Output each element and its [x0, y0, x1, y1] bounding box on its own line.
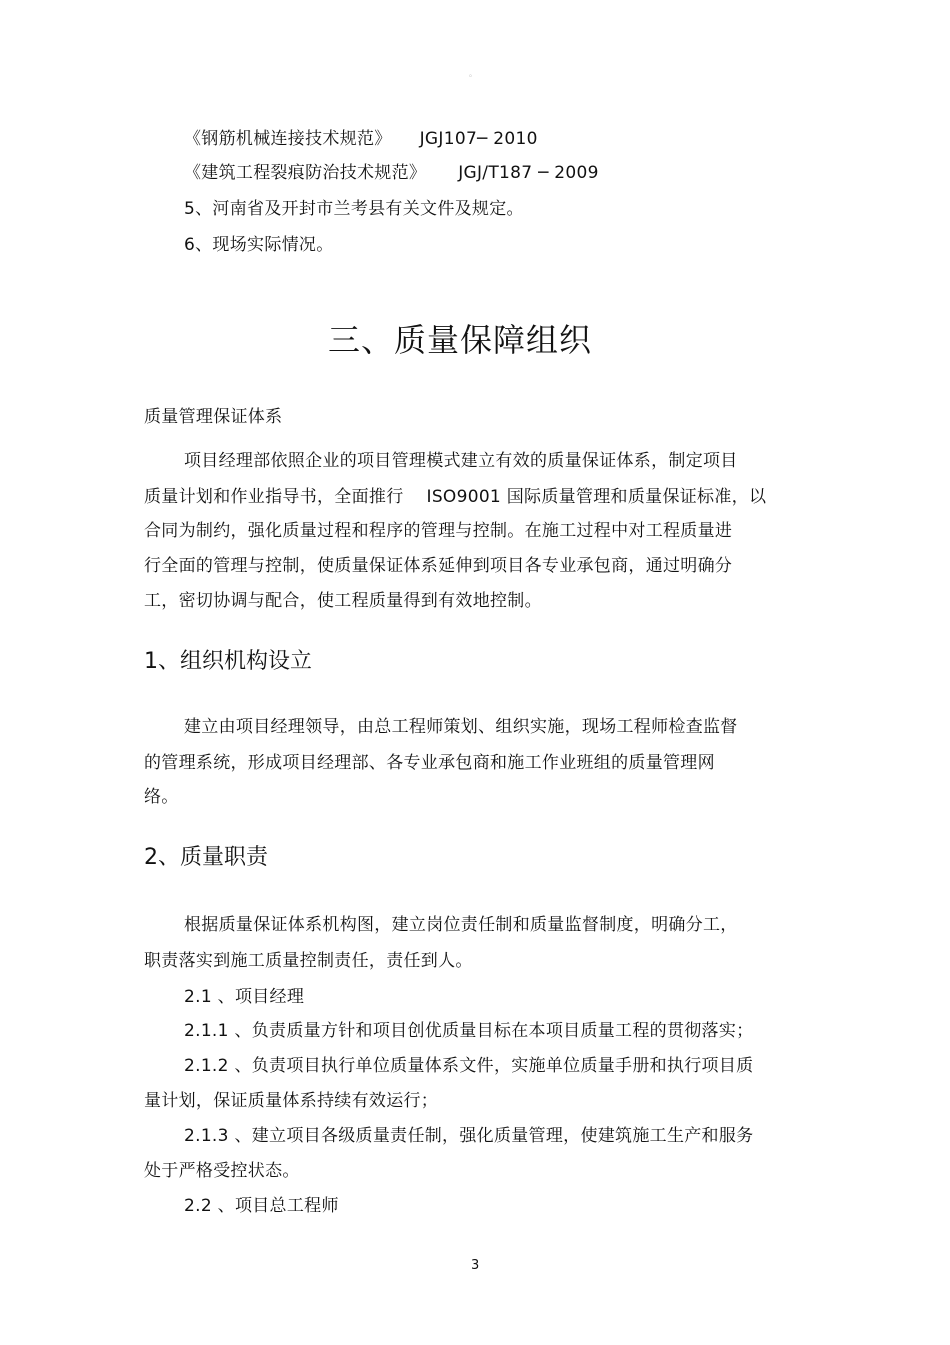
- ref-1: [184, 128, 538, 150]
- ref-2: [184, 162, 599, 184]
- subheading: 质量管理保证体系: [144, 407, 283, 427]
- ref-2-code: JGJ/T187 ─ 2009: [458, 163, 599, 183]
- item-2-1-2-cont: 量计划，保证质量体系持续有效运行；: [144, 1091, 439, 1111]
- item-2-1-2: 2.1.2 、负责项目执行单位质量体系文件，实施单位质量手册和执行项目质: [184, 1056, 754, 1076]
- ref-1-code: JGJ107─ 2010: [419, 129, 538, 149]
- ref-2-title: 《建筑工程裂痕防治技术规范》: [184, 163, 427, 183]
- paragraph-line: 职责落实到施工质量控制责任，责任到人。: [144, 951, 473, 971]
- item-2-1-1: 2.1.1 、负责质量方针和项目创优质量目标在本项目质量工程的贯彻落实；: [184, 1021, 754, 1041]
- paragraph-line: 建立由项目经理领导，由总工程师策划、组织实施，现场工程师检查监督: [184, 717, 738, 737]
- list-item: 5、河南省及开封市兰考县有关文件及规定。: [184, 199, 524, 219]
- paragraph-line: 的管理系统，形成项目经理部、各专业承包商和施工作业班组的质量管理网: [144, 753, 715, 773]
- item-2-1-3: 2.1.3 、建立项目各级质量责任制，强化质量管理，使建筑施工生产和服务: [184, 1126, 754, 1146]
- page-number: 3: [471, 1258, 480, 1273]
- paragraph-line: 工，密切协调与配合，使工程质量得到有效地控制。: [144, 591, 542, 611]
- section-title: 三、质量保障组织: [327, 321, 592, 359]
- item-2-1: 2.1 、项目经理: [184, 987, 305, 1007]
- heading-duty: 2、质量职责: [144, 845, 268, 870]
- paragraph-line: 合同为制约，强化质量过程和程序的管理与控制。在施工过程中对工程质量进: [144, 521, 733, 541]
- paragraph-line: 项目经理部依照企业的项目管理模式建立有效的质量保证体系，制定项目: [184, 451, 738, 471]
- paragraph-line: 质量计划和作业指导书，全面推行 ISO9001 国际质量管理和质量保证标准，以: [144, 487, 767, 507]
- paragraph-line: 络。: [144, 787, 179, 807]
- item-2-1-3-cont: 处于严格受控状态。: [144, 1161, 300, 1181]
- paragraph-line: 根据质量保证体系机构图，建立岗位责任制和质量监督制度，明确分工，: [184, 915, 738, 935]
- header-mark: 。: [469, 69, 477, 78]
- item-2-2: 2.2 、项目总工程师: [184, 1196, 339, 1216]
- paragraph-line: 行全面的管理与控制，使质量保证体系延伸到项目各专业承包商，通过明确分: [144, 556, 733, 576]
- ref-1-title: 《钢筋机械连接技术规范》: [184, 129, 392, 149]
- list-item: 6、现场实际情况。: [184, 235, 334, 255]
- heading-org: 1、组织机构设立: [144, 649, 312, 674]
